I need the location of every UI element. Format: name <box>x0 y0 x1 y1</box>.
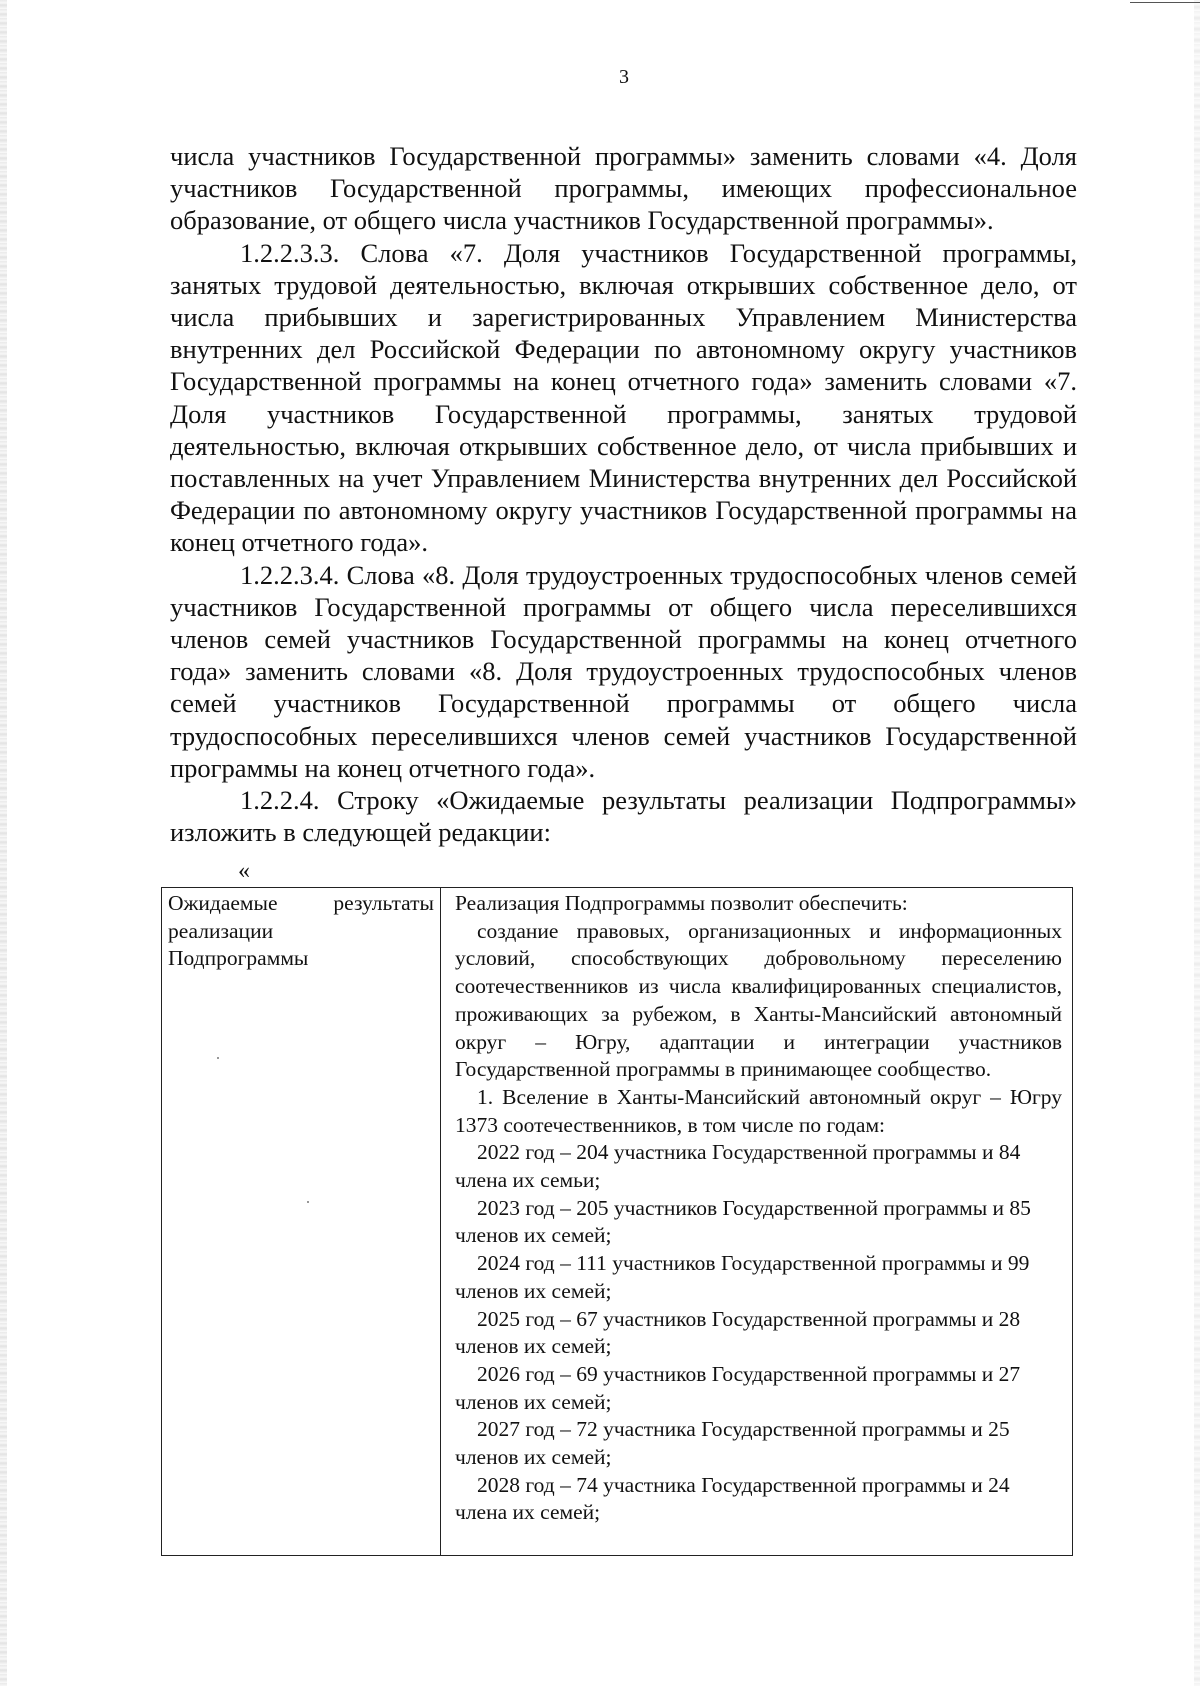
heading-line-1 <box>168 890 434 918</box>
paragraph-1-2-2-4: 1.2.2.4. Строку «Ожидаемые результаты реализации Подпрограммы» изложить в следующей редакции: <box>170 785 1077 848</box>
heading-line-3: Подпрограммы <box>168 946 309 971</box>
heading-word-expected: Ожидаемые <box>168 891 278 915</box>
opening-quote-mark: « <box>238 858 250 884</box>
table-cell-heading <box>162 888 441 1555</box>
content-year-2025: 2025 год – 67 участников Государственной программы и 28 членов их семей; <box>455 1306 1021 1359</box>
paragraph-1-2-2-3-3: 1.2.2.3.3. Слова «7. Доля участников Государственной программы, занятых трудовой деятельностью, включая открывших собственное дело, от числа прибывших и зарегистрированных Управлением Министерства внутренних дел Российской Федерации по автономному округу участников Государственной программы на конец отчетного года» заменить словами «7. Доля участников Государственной программы, занятых трудовой деятельностью, включая открывших собственное дело, от числа прибывших и поставленных на учет Управлением Министерства внутренних дел Российской Федерации по автономному округу участников Государственной программы на конец отчетного года». <box>170 237 1077 558</box>
results-table <box>161 887 1073 1556</box>
content-goal: создание правовых, организационных и информационных условий, способствующих добровольному переселению соотечественников из числа квалифицированных специалистов, проживающих за рубежом, в Ханты-Мансийский автономный округ – Югру, адаптации и интеграции участников Государственной программы в принимающее сообщество. <box>455 918 1062 1082</box>
content-year-2024: 2024 год – 111 участников Государственной программы и 99 членов их семей; <box>455 1251 1030 1303</box>
scan-edge-right <box>1194 0 1200 1686</box>
content-year-2023: 2023 год – 205 участников Государственной программы и 85 членов их семей; <box>455 1195 1031 1248</box>
content-year-2028: 2028 год – 74 участника Государственной программы и 24 члена их семей; <box>455 1472 1010 1525</box>
content-year-2026: 2026 год – 69 участников Государственной программы и 27 членов их семей; <box>455 1361 1021 1414</box>
scan-edge-left <box>0 0 7 1686</box>
heading-word-results: результаты <box>333 891 434 915</box>
body-text <box>170 140 1077 848</box>
paragraph-1-2-2-3-4: 1.2.2.3.4. Слова «8. Доля трудоустроенных трудоспособных членов семей участников Государственной программы от общего числа переселившихся членов семей участников Государственной программы на конец отчетного года» заменить словами «8. Доля трудоустроенных трудоспособных членов семей участников Государственной программы от общего числа трудоспособных переселившихся членов семей участников Государственной программы на конец отчетного года». <box>170 559 1077 783</box>
content-intro: Реализация Подпрограммы позволит обеспечить: <box>455 891 908 915</box>
content-year-2027: 2027 год – 72 участника Государственной программы и 25 членов их семей; <box>455 1417 1010 1470</box>
paragraph-continuation: числа участников Государственной программы» заменить словами «4. Доля участников Государственной программы, имеющих профессиональное образование, от общего числа участников Государственной программы». <box>170 141 1077 236</box>
scan-speck <box>217 1057 219 1059</box>
scan-edge-mark <box>1130 2 1200 3</box>
content-year-2022: 2022 год – 204 участника Государственной программы и 84 члена их семьи; <box>455 1140 1021 1193</box>
heading-line-2: реализации <box>168 918 274 943</box>
page-number: 3 <box>619 66 629 88</box>
content-item-1: 1. Вселение в Ханты-Мансийский автономный округ – Югру 1373 соотечественников, в том числе по годам: <box>455 1084 1062 1137</box>
table-cell-content <box>441 888 1072 1555</box>
scan-speck <box>307 1201 309 1203</box>
